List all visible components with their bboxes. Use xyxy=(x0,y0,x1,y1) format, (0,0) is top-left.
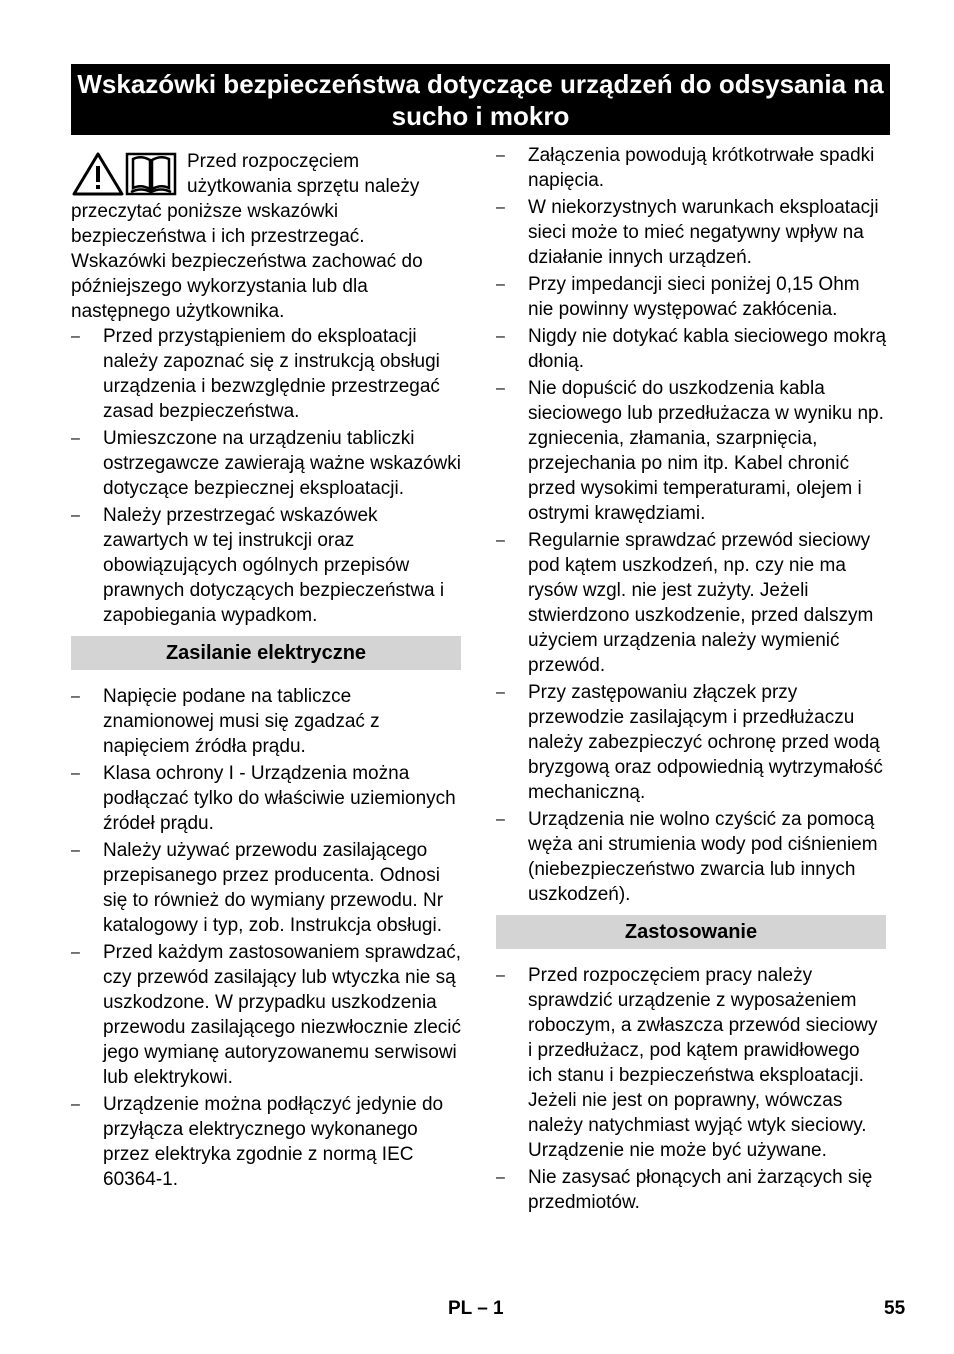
right-item-text: W niekorzystnych warunkach eksploatacji sieci może to mieć negatywny wpływ na działanie innych urządzeń. xyxy=(528,197,879,268)
dash-bullet: – xyxy=(496,811,505,828)
list-item xyxy=(71,684,461,759)
warning-triangle-icon xyxy=(74,154,122,194)
power-list xyxy=(71,684,461,1192)
list-item xyxy=(71,761,461,836)
dash-bullet: – xyxy=(496,147,505,164)
right-column xyxy=(496,143,886,1217)
list-item xyxy=(496,528,886,678)
list-item xyxy=(71,838,461,938)
dash-bullet: – xyxy=(496,199,505,216)
list-item xyxy=(71,940,461,1090)
dash-bullet: – xyxy=(71,328,80,345)
dash-bullet: – xyxy=(71,765,80,782)
right-item-text: Nigdy nie dotykać kabla sieciowego mokrą dłonią. xyxy=(528,326,887,372)
section-heading-use: Zastosowanie xyxy=(496,915,886,949)
power-item-text: Przed każdym zastosowaniem sprawdzać, czy przewód zasilający lub wtyczka nie są uszkodzone. W przypadku uszkodzenia przewodu zasilającego niezwłocznie zlecić jego wymianę autoryzowanemu serwisowi lub elektrykowi. xyxy=(103,942,462,1088)
list-item xyxy=(496,807,886,907)
dash-bullet: – xyxy=(71,842,80,859)
list-item xyxy=(71,503,461,628)
right-item-text: Regularnie sprawdzać przewód sieciowy pod kątem uszkodzeń, np. czy nie ma rysów wzgl. nie jest zużyty. Jeżeli stwierdzono uszkodzenie, przed dalszym użyciem urządzenia należy wymienić przewód. xyxy=(528,530,874,676)
right-item-text: Załączenia powodują krótkotrwałe spadki napięcia. xyxy=(528,145,875,191)
dash-bullet: – xyxy=(496,532,505,549)
power-item-text: Należy używać przewodu zasilającego przepisanego przez producenta. Odnosi się to również do wymiany przewodu. Nr katalogowy i typ, zob. Instrukcja obsługi. xyxy=(103,840,444,936)
dash-bullet: – xyxy=(71,944,80,961)
list-item xyxy=(496,324,886,374)
footer-lang-page: PL – 1 xyxy=(448,1298,504,1319)
power-item-text: Napięcie podane na tabliczce znamionowej musi się zgadzać z napięciem źródła prądu. xyxy=(103,686,380,757)
dash-bullet: – xyxy=(71,430,80,447)
dash-bullet: – xyxy=(71,1096,80,1113)
right-item-text: Nie dopuścić do uszkodzenia kabla sieciowego lub przedłużacza w wyniku np. zgniecenia, złamania, szarpnięcia, przejechania po nim itp. Kabel chronić przed wysokimi temperaturami, olejem i ostrymi krawędziami. xyxy=(528,378,884,524)
right-item-text: Urządzenia nie wolno czyścić za pomocą węża ani strumienia wody pod ciśnieniem (niebezpieczeństwo zwarcia lub innych uszkodzeń). xyxy=(528,809,878,905)
power-item-text: Urządzenie można podłączyć jedynie do przyłącza elektrycznego wykonanego przez elektryka zgodnie z normą IEC 60364-1. xyxy=(103,1094,444,1190)
left-item-text: Przed przystąpieniem do eksploatacji należy zapoznać się z instrukcją obsługi urządzenia i bezwzględnie przestrzegać zasad bezpieczeństwa. xyxy=(103,326,440,422)
list-item xyxy=(71,324,461,424)
dash-bullet: – xyxy=(496,967,505,984)
use-item-text: Przed rozpoczęciem pracy należy sprawdzić urządzenie z wyposażeniem roboczym, a zwłaszcza przewód sieciowy i przedłużacz, pod kątem prawidłowego ich stanu i bezpieczeństwa eksploatacji. Jeżeli nie jest on poprawny, wówczas należy natychmiast wyjąć wtyk sieciowy. Urządzenie nie może być używane. xyxy=(528,965,878,1161)
right-item-text: Przy zastępowaniu złączek przy przewodzie zasilającym i przedłużaczu należy zabezpieczyć ochronę przed wodą bryzgową oraz odpowiednią wytrzymałość mechaniczną. xyxy=(528,682,883,803)
list-item xyxy=(496,143,886,193)
power-item-text: Klasa ochrony I - Urządzenia można podłączać tylko do właściwie uziemionych źródeł prądu. xyxy=(103,763,456,834)
list-item xyxy=(496,272,886,322)
list-item xyxy=(496,376,886,526)
page-title: Wskazówki bezpieczeństwa dotyczące urządzeń do odsysania na sucho i mokro xyxy=(77,68,884,131)
dash-bullet: – xyxy=(496,380,505,397)
list-item xyxy=(71,1092,461,1192)
left-column xyxy=(71,149,461,1194)
list-item xyxy=(496,680,886,805)
right-item-text: Przy impedancji sieci poniżej 0,15 Ohm nie powinny występować zakłócenia. xyxy=(528,274,860,320)
use-list xyxy=(496,963,886,1215)
left-item-text: Należy przestrzegać wskazówek zawartych w tej instrukcji oraz obowiązujących ogólnych przepisów prawnych dotyczących bezpieczeństwa i zapobiegania wypadkom. xyxy=(103,505,445,626)
use-item-text: Nie zasysać płonących ani żarzących się przedmiotów. xyxy=(528,1167,873,1213)
dash-bullet: – xyxy=(496,276,505,293)
manual-book-icon xyxy=(127,154,175,194)
list-item xyxy=(496,963,886,1163)
right-list xyxy=(496,143,886,907)
list-item xyxy=(71,426,461,501)
footer-page-number: 55 xyxy=(884,1298,906,1319)
left-list xyxy=(71,324,461,628)
intro-text-first: Przed rozpoczęciem użytkowania sprzętu należy xyxy=(187,151,420,197)
dash-bullet: – xyxy=(496,328,505,345)
warning-manual-icons xyxy=(71,151,181,197)
dash-bullet: – xyxy=(496,684,505,701)
title-bar xyxy=(71,64,890,135)
dash-bullet: – xyxy=(496,1169,505,1186)
list-item xyxy=(496,1165,886,1215)
dash-bullet: – xyxy=(71,688,80,705)
list-item xyxy=(496,195,886,270)
section-heading-power: Zasilanie elektryczne xyxy=(71,636,461,670)
dash-bullet: – xyxy=(71,507,80,524)
left-item-text: Umieszczone na urządzeniu tabliczki ostrzegawcze zawierają ważne wskazówki dotyczące bezpiecznej eksploatacji. xyxy=(103,428,461,499)
intro-text-rest: przeczytać poniższe wskazówki bezpieczeństwa i ich przestrzegać. Wskazówki bezpieczeństwa zachować do późniejszego wykorzystania lub dla następnego użytkownika. xyxy=(71,201,423,322)
intro-block xyxy=(71,149,461,324)
